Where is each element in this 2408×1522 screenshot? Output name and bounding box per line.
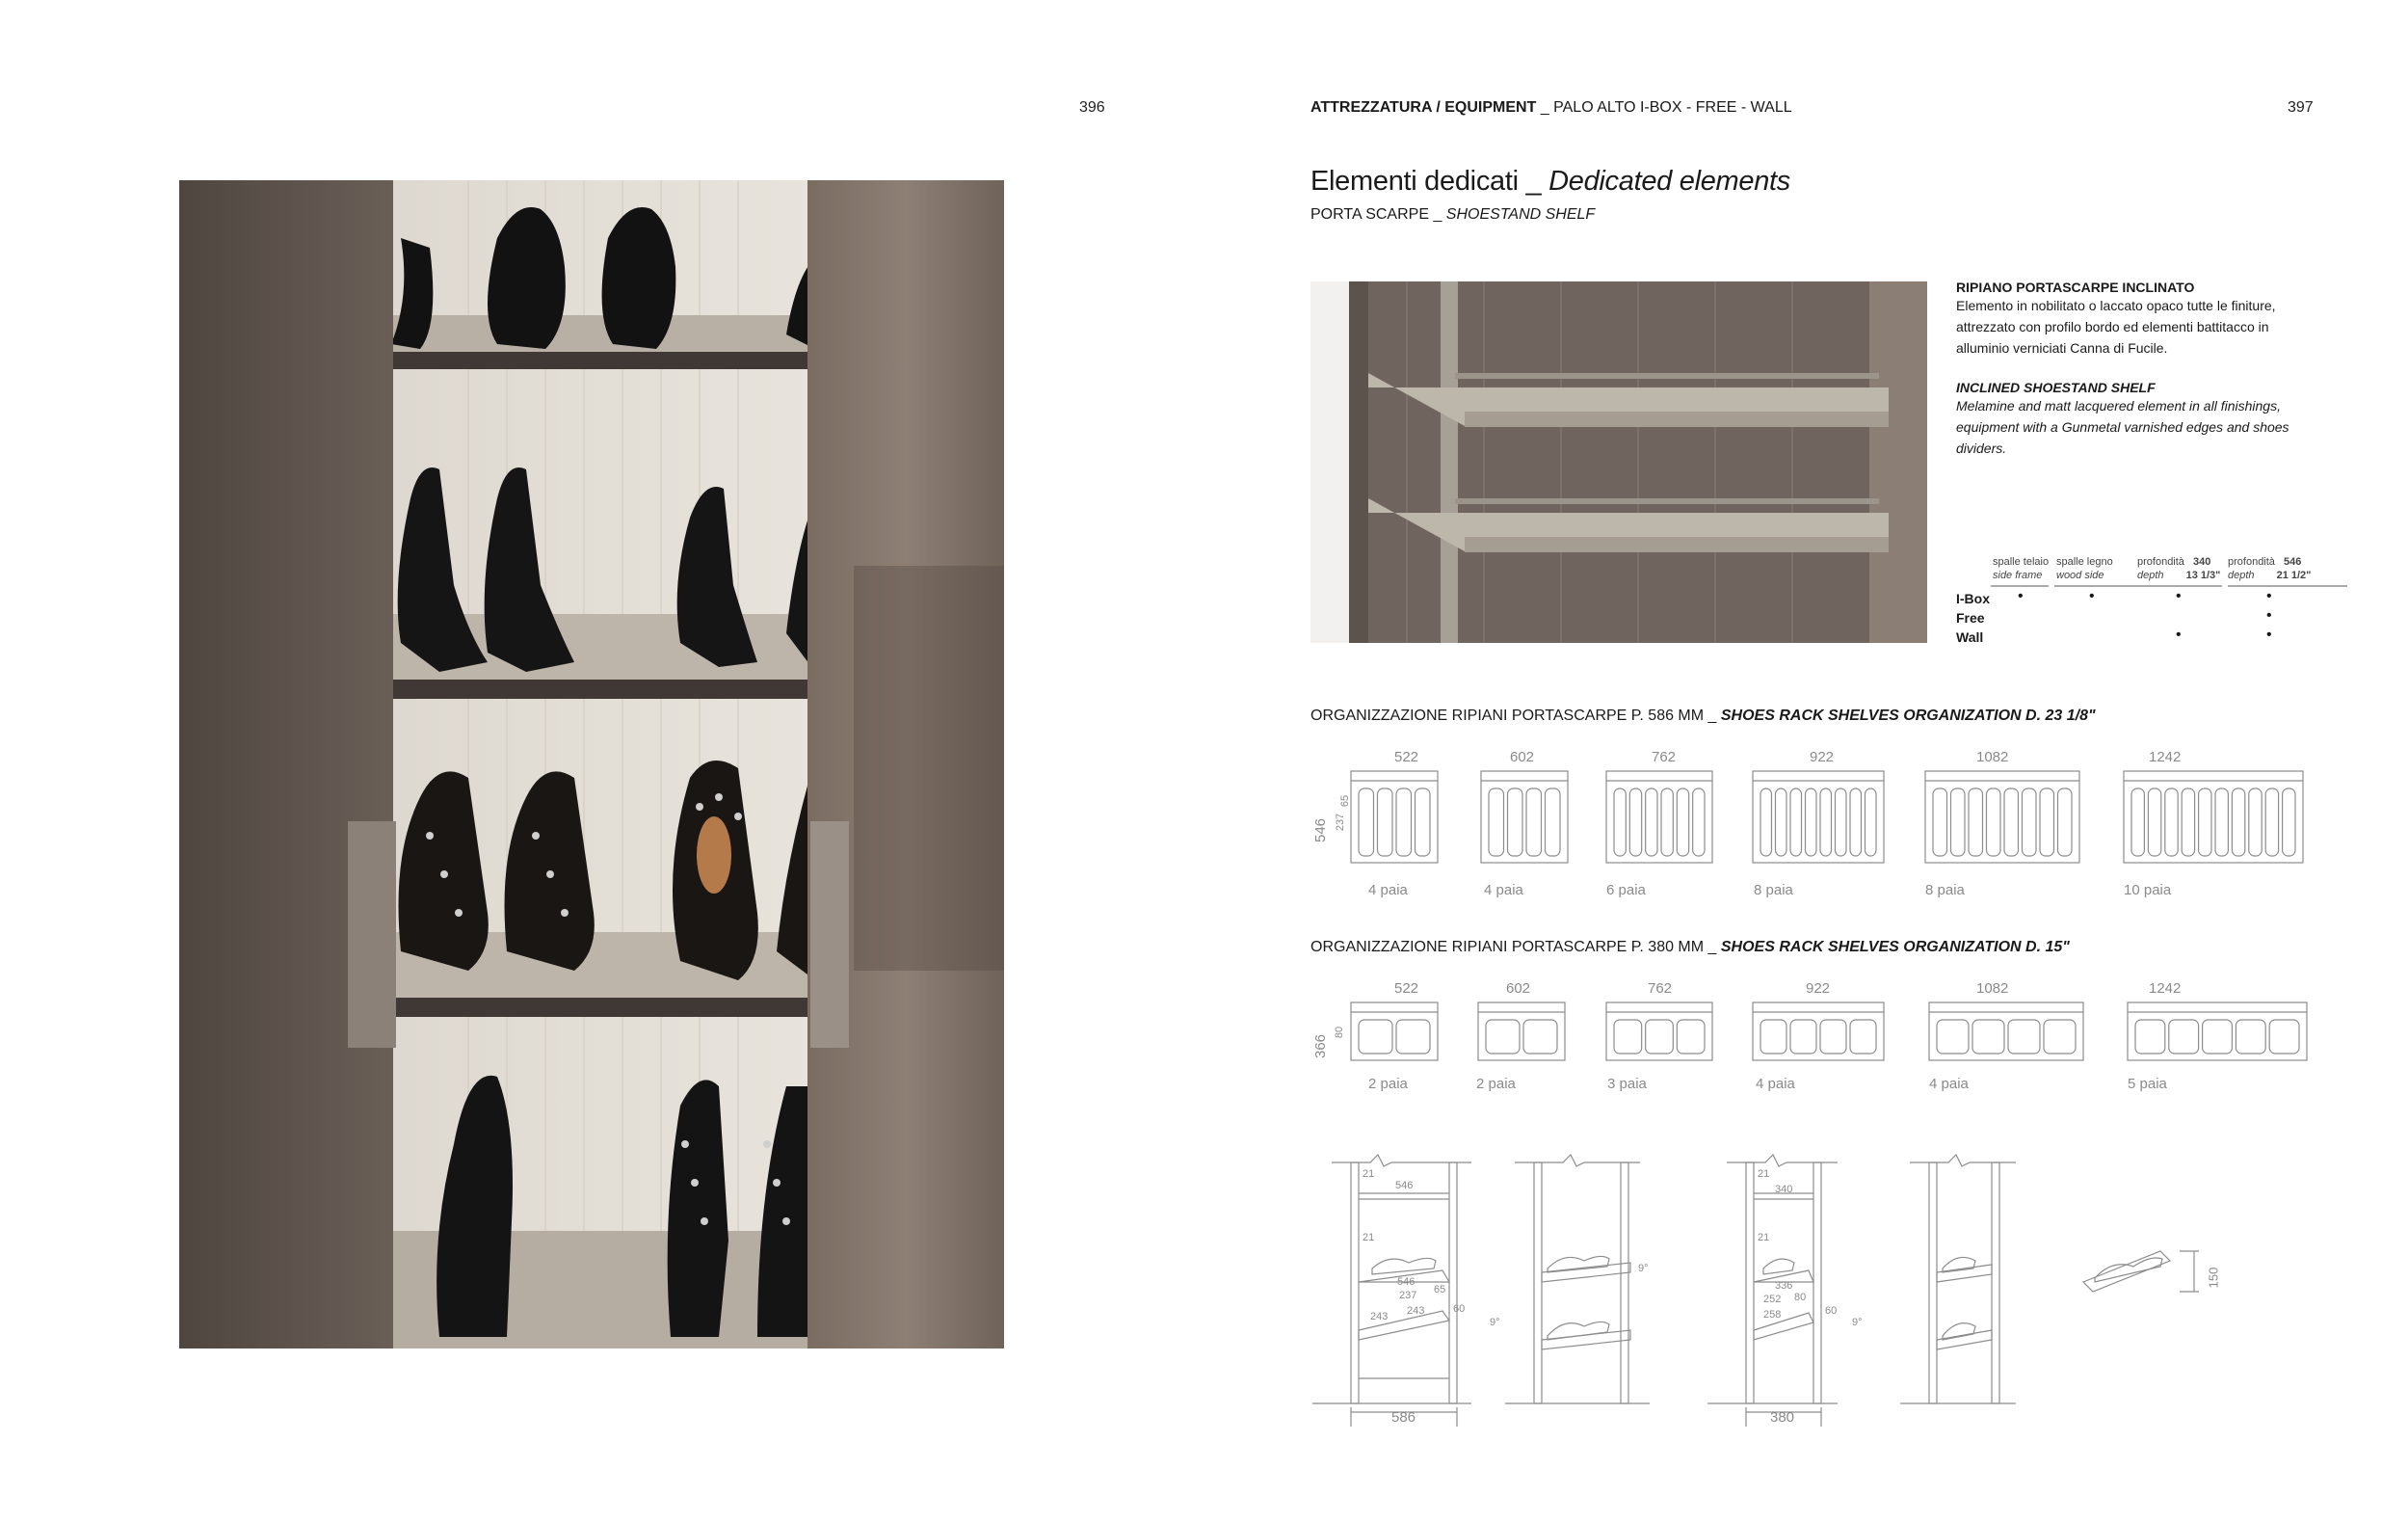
- shoe-outline: [1614, 1020, 1642, 1054]
- shoe-outline: [1693, 788, 1705, 856]
- shoe-outline: [1646, 1020, 1674, 1054]
- shoe-outline: [1359, 788, 1374, 856]
- technical-drawings: [1312, 1147, 2276, 1436]
- section1-pairs-label: 8 paia: [1754, 882, 1793, 898]
- shoe-outline: [2203, 1020, 2233, 1054]
- section2-pairs-label: 4 paia: [1756, 1076, 1795, 1092]
- drawing-label: 252: [1763, 1294, 1782, 1305]
- shoe-outline: [1396, 1020, 1430, 1054]
- rack-box: [1606, 771, 1712, 863]
- spec-col-value-in: 21 1/2": [2276, 570, 2312, 581]
- spec-mark: •: [2266, 588, 2272, 604]
- section1-width-label: 762: [1652, 749, 1677, 765]
- shoe-outline: [1969, 788, 1983, 856]
- title-plain: Elementi dedicati _: [1310, 166, 1549, 197]
- spec-col-depth-546: [2228, 555, 2311, 582]
- section1-pairs-label: 4 paia: [1368, 882, 1408, 898]
- section2-diagrams: [1312, 978, 2324, 1104]
- shoe-outline: [1937, 1020, 1969, 1054]
- shoe-outline: [1508, 788, 1523, 856]
- shoe-outline: [2148, 788, 2160, 856]
- shoe-outline: [1378, 788, 1393, 856]
- spec-table: [1956, 555, 2322, 652]
- description-it-line: attrezzato con profilo bordo ed elementi battitacco in: [1956, 319, 2269, 334]
- inclined-shelf-illustration: [1310, 281, 1927, 643]
- rack-box: [1753, 1002, 1884, 1060]
- rack-box: [2124, 771, 2303, 863]
- drawing-label: 546: [1395, 1180, 1414, 1191]
- section1-width-label: 602: [1510, 749, 1535, 765]
- drawing-label: 380: [1770, 1409, 1795, 1426]
- section2-width-label: 1082: [1976, 980, 2009, 997]
- drawing-label: 9°: [1490, 1317, 1500, 1328]
- spec-col-it: spalle legno: [2056, 556, 2113, 568]
- shoe-outline: [1646, 788, 1657, 856]
- spec-col-it: profondità: [2137, 556, 2184, 568]
- section2-title-italic: SHOES RACK SHELVES ORGANIZATION D. 15": [1720, 939, 2070, 955]
- drawing-label: 9°: [1638, 1263, 1649, 1274]
- shoe-outline: [2269, 1020, 2299, 1054]
- shoe-outline: [2199, 788, 2211, 856]
- section1-pairs-label: 8 paia: [1925, 882, 1965, 898]
- header-bold: ATTREZZATURA / EQUIPMENT: [1310, 99, 1537, 116]
- section1-diagrams: [1312, 747, 2324, 911]
- section1-pairs-label: 10 paia: [2124, 882, 2172, 898]
- page-subtitle: [1310, 206, 1595, 224]
- spec-mark: •: [2266, 607, 2272, 624]
- shoe-outline: [1629, 788, 1641, 856]
- drawing-label: 21: [1758, 1168, 1770, 1180]
- shoe-outline: [1866, 788, 1877, 856]
- rack-box: [2128, 1002, 2307, 1060]
- drawing-label: 546: [1397, 1276, 1416, 1288]
- spec-col-side-frame: [1993, 555, 2049, 582]
- spec-col-value-in: 13 1/3": [2185, 570, 2221, 581]
- spec-col-value: 546: [2284, 556, 2302, 568]
- shoe-outline: [1760, 788, 1772, 856]
- shoe-outline: [1850, 1020, 1876, 1054]
- drawing-label: 586: [1391, 1409, 1416, 1426]
- shoe-outline: [2058, 788, 2073, 856]
- page-number-right: 397: [2288, 99, 2314, 116]
- description-it-line: alluminio verniciati Canna di Fucile.: [1956, 340, 2168, 356]
- drawing-label: 258: [1763, 1309, 1782, 1321]
- shoe-outline: [2215, 788, 2228, 856]
- shoe-outline: [2008, 1020, 2040, 1054]
- rack-box: [1351, 1002, 1438, 1060]
- drawing-label: 80: [1794, 1292, 1807, 1303]
- description-en-heading: INCLINED SHOESTAND SHELF: [1956, 380, 2156, 395]
- shoe-outline: [2232, 788, 2244, 856]
- section2-width-label: 1242: [2149, 980, 2182, 997]
- section2-width-label: 922: [1806, 980, 1831, 997]
- spec-col-wood-side: [2056, 555, 2113, 582]
- subtitle-italic: SHOESTAND SHELF: [1445, 206, 1596, 223]
- shoe-outline: [1972, 1020, 2004, 1054]
- spec-row-wall: Wall: [1956, 629, 1984, 645]
- spec-mark: •: [2176, 627, 2182, 643]
- section2-height-label: 366: [1312, 1033, 1330, 1059]
- section1-title-plain: ORGANIZZAZIONE RIPIANI PORTASCARPE P. 586 MM _: [1310, 708, 1721, 724]
- shoe-cabinet-illustration: [179, 180, 1004, 1348]
- shoe-outline: [1614, 788, 1626, 856]
- shoe-outline: [2283, 788, 2295, 856]
- subtitle-plain: PORTA SCARPE _: [1310, 206, 1446, 223]
- shoe-outline: [2023, 788, 2037, 856]
- shoe-outline: [2135, 1020, 2165, 1054]
- shoe-outline: [1850, 788, 1862, 856]
- spec-row-ibox: I-Box: [1956, 591, 1990, 606]
- section2-pairs-label: 2 paia: [1368, 1076, 1408, 1092]
- shoe-outline: [1489, 788, 1504, 856]
- page-number-left: 396: [1079, 99, 1105, 116]
- spec-mark: •: [2266, 627, 2272, 643]
- shoe-outline: [1486, 1020, 1520, 1054]
- drawing-label: 65: [1434, 1284, 1446, 1295]
- description-it-line: Elemento in nobilitato o laccato opaco tutte le finiture,: [1956, 298, 2276, 313]
- section2-title-plain: ORGANIZZAZIONE RIPIANI PORTASCARPE P. 380 MM _: [1310, 939, 1721, 955]
- section1-title: [1310, 708, 2096, 725]
- section1-pairs-label: 4 paia: [1484, 882, 1523, 898]
- header-rest: _ PALO ALTO I-BOX - FREE - WALL: [1536, 99, 1792, 116]
- drawing-label: 237: [1399, 1290, 1417, 1301]
- section2-width-label: 602: [1506, 980, 1531, 997]
- shoe-outline: [1933, 788, 1947, 856]
- drawing-label: 60: [1453, 1303, 1466, 1315]
- shoe-outline: [1661, 788, 1673, 856]
- spec-col-en: depth: [2137, 570, 2164, 581]
- shoe-outline: [2165, 788, 2178, 856]
- shoe-outline: [1820, 788, 1832, 856]
- spec-mark: •: [2176, 588, 2182, 604]
- shoe-outline: [1416, 788, 1431, 856]
- rack-box: [1753, 771, 1884, 863]
- shoe-outline: [1396, 788, 1412, 856]
- section1-height-label: 546: [1312, 817, 1330, 843]
- section1-width-label: 1242: [2149, 749, 2182, 765]
- section1-pairs-label: 6 paia: [1606, 882, 1646, 898]
- shoe-outline: [2044, 1020, 2076, 1054]
- shoe-outline: [2040, 788, 2054, 856]
- shoe-outline: [1790, 1020, 1816, 1054]
- shoe-outline: [1546, 788, 1561, 856]
- rack-box: [1481, 771, 1568, 863]
- description-it-heading: RIPIANO PORTASCARPE INCLINATO: [1956, 280, 2195, 295]
- section1-width-label: 522: [1394, 749, 1419, 765]
- shoe-outline: [1951, 788, 1966, 856]
- section2-width-label: 762: [1648, 980, 1673, 997]
- shoe-outline: [1760, 1020, 1786, 1054]
- section2-pairs-label: 2 paia: [1476, 1076, 1516, 1092]
- description-en-line: equipment with a Gunmetal varnished edges and shoes: [1956, 419, 2289, 435]
- spec-col-value: 340: [2193, 556, 2211, 568]
- section1-title-italic: SHOES RACK SHELVES ORGANIZATION D. 23 1/8": [1720, 708, 2096, 724]
- spec-mark: •: [2018, 588, 2024, 604]
- section2-pairs-label: 3 paia: [1607, 1076, 1647, 1092]
- drawing-label: 21: [1758, 1232, 1770, 1243]
- section2-inner-label: 80: [1334, 1026, 1346, 1039]
- shoe-outline: [1677, 1020, 1705, 1054]
- spec-col-depth-340: [2137, 555, 2220, 582]
- shoe-outline: [1359, 1020, 1392, 1054]
- spec-col-en: side frame: [1993, 570, 2043, 581]
- shelf-product-photo: [1310, 281, 1927, 643]
- shoe-outline: [1523, 1020, 1557, 1054]
- shoe-outline: [2265, 788, 2278, 856]
- shoe-outline: [2131, 788, 2144, 856]
- section2-drawing: [1312, 978, 2324, 1104]
- drawing-label: 9°: [1852, 1317, 1863, 1328]
- drawing-label: 21: [1363, 1168, 1375, 1180]
- shoe-outline: [1820, 1020, 1846, 1054]
- section1-inner-label: 65: [1339, 794, 1352, 808]
- description-block: [1956, 280, 2361, 459]
- drawing-label: 21: [1363, 1232, 1375, 1243]
- shoe-outline: [1526, 788, 1542, 856]
- rack-box: [1478, 1002, 1565, 1060]
- spec-row-free: Free: [1956, 610, 1985, 626]
- shoe-outline: [1776, 788, 1787, 856]
- shoe-outline: [1836, 788, 1847, 856]
- rack-box: [1351, 771, 1438, 863]
- spec-col-en: wood side: [2056, 570, 2104, 581]
- spec-col-en: depth: [2228, 570, 2255, 581]
- rack-box: [1606, 1002, 1712, 1060]
- shoe-outline: [2169, 1020, 2199, 1054]
- drawing-label: 243: [1370, 1311, 1389, 1322]
- shoe-outline: [1987, 788, 2001, 856]
- rack-box: [1929, 1002, 2083, 1060]
- rack-box: [1925, 771, 2079, 863]
- drawing-label: 60: [1825, 1305, 1838, 1317]
- section2-width-label: 522: [1394, 980, 1419, 997]
- shoe-outline: [2182, 788, 2194, 856]
- page-title: [1310, 166, 1790, 198]
- shoe-outline: [1677, 788, 1688, 856]
- title-italic: Dedicated elements: [1548, 166, 1791, 197]
- section2-pairs-label: 4 paia: [1929, 1076, 1969, 1092]
- section1-width-label: 922: [1810, 749, 1835, 765]
- shoe-outline: [2249, 788, 2262, 856]
- spec-col-it: profondità: [2228, 556, 2275, 568]
- section1-drawing: [1312, 747, 2324, 911]
- description-en-line: dividers.: [1956, 441, 2007, 456]
- section2-title: [1310, 939, 2070, 956]
- spec-mark: •: [2089, 588, 2095, 604]
- spec-col-it: spalle telaio: [1993, 556, 2050, 568]
- shoe-outline: [1790, 788, 1802, 856]
- description-en-line: Melamine and matt lacquered element in all finishings,: [1956, 398, 2281, 414]
- spec-header-rules: [1991, 585, 2347, 589]
- running-header: [1310, 99, 1792, 117]
- drawing-label: 150: [2206, 1267, 2221, 1289]
- shoe-cabinet-photo: [179, 180, 1004, 1348]
- drawing-label: 340: [1775, 1184, 1793, 1195]
- drawing-label: 336: [1775, 1280, 1793, 1292]
- section1-width-label: 1082: [1976, 749, 2009, 765]
- drawing-label: 243: [1407, 1305, 1425, 1317]
- section2-pairs-label: 5 paia: [2128, 1076, 2167, 1092]
- shoe-outline: [1806, 788, 1817, 856]
- section1-inner-label: 237: [1335, 813, 1347, 832]
- shoe-outline: [2004, 788, 2019, 856]
- shoe-outline: [2236, 1020, 2265, 1054]
